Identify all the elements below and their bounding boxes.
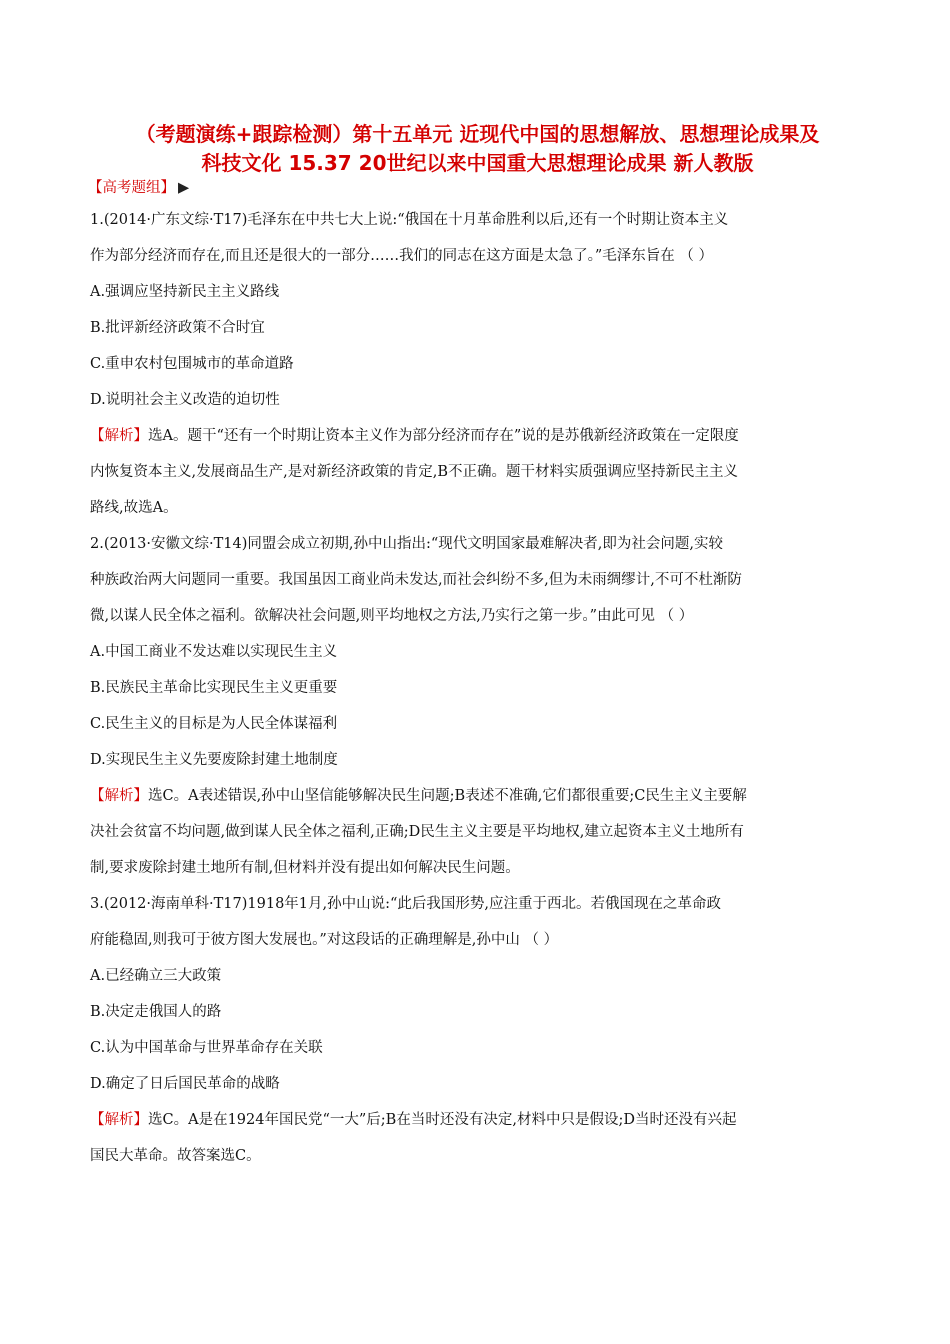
question-1 [90, 202, 870, 526]
play-arrow-icon: ▶ [178, 180, 190, 196]
analysis-label: 【解析】 [90, 788, 148, 804]
option-b: B.批评新经济政策不合时宜 [90, 320, 265, 336]
option-a: A.中国工商业不发达难以实现民生主义 [90, 644, 338, 660]
question-stem-line: 微,以谋人民全体之福利。欲解决社会问题,则平均地权之方法,乃实行之第一步。”由此可见 （ ） [90, 608, 694, 624]
analysis-line: 国民大革命。故答案选C。 [90, 1148, 261, 1164]
analysis-line: 路线,故选A。 [90, 500, 178, 516]
option-b: B.民族民主革命比实现民生主义更重要 [90, 680, 338, 696]
analysis-line: 内恢复资本主义,发展商品生产,是对新经济政策的肯定,B不正确。题干材料实质强调应坚持新民主主义 [90, 464, 738, 480]
question-stem-line: 1.(2014·广东文综·T17)毛泽东在中共七大上说:“俄国在十月革命胜利以后,还有一个时期让资本主义 [90, 212, 729, 228]
analysis-line: 决社会贫富不均问题,做到谋人民全体之福利,正确;D民生主义主要是平均地权,建立起资本主义土地所有 [90, 824, 744, 840]
analysis-text: 选A。题干“还有一个时期让资本主义作为部分经济而存在”说的是苏俄新经济政策在一定限度 [148, 428, 739, 444]
analysis-label: 【解析】 [90, 1112, 148, 1128]
question-3 [90, 886, 870, 1174]
question-stem-line: 3.(2012·海南单科·T17)1918年1月,孙中山说:“此后我国形势,应注重于西北。若俄国现在之革命政 [90, 896, 722, 912]
title-line-2: 科技文化 15.37 20世纪以来中国重大思想理论成果 新人教版 [201, 151, 754, 175]
title-line-1: （考题演练+跟踪检测）第十五单元 近现代中国的思想解放、思想理论成果及 [135, 122, 820, 146]
question-stem-line: 作为部分经济而存在,而且还是很大的一部分……我们的同志在这方面是太急了。”毛泽东旨在 （ ） [90, 248, 713, 264]
analysis-text: 选C。A表述错误,孙中山坚信能够解决民生问题;B表述不准确,它们都很重要;C民生主义主要解 [148, 788, 747, 804]
document-title [90, 120, 865, 178]
option-b: B.决定走俄国人的路 [90, 1004, 222, 1020]
option-d: D.确定了日后国民革命的战略 [90, 1076, 280, 1092]
option-c: C.民生主义的目标是为人民全体谋福利 [90, 716, 338, 732]
question-stem-line: 府能稳固,则我可于彼方图大发展也。”对这段话的正确理解是,孙中山 （ ） [90, 932, 559, 948]
analysis-line [90, 418, 870, 454]
analysis-line [90, 1102, 870, 1138]
option-a: A.强调应坚持新民主主义路线 [90, 284, 280, 300]
section-heading [88, 176, 189, 197]
option-c: C.认为中国革命与世界革命存在关联 [90, 1040, 323, 1056]
option-d: D.实现民生主义先要废除封建土地制度 [90, 752, 338, 768]
analysis-line: 制,要求废除封建土地所有制,但材料并没有提出如何解决民生问题。 [90, 860, 520, 876]
analysis-text: 选C。A是在1924年国民党“一大”后;B在当时还没有决定,材料中只是假设;D当时还没有兴起 [148, 1112, 737, 1128]
question-stem-line: 2.(2013·安徽文综·T14)同盟会成立初期,孙中山指出:“现代文明国家最难解决者,即为社会问题,实较 [90, 536, 724, 552]
option-d: D.说明社会主义改造的迫切性 [90, 392, 280, 408]
analysis-label: 【解析】 [90, 428, 148, 444]
question-list [90, 202, 870, 1174]
question-stem-line: 种族政治两大问题同一重要。我国虽因工商业尚未发达,而社会纠纷不多,但为未雨绸缪计,不可不杜渐防 [90, 572, 742, 588]
option-c: C.重申农村包围城市的革命道路 [90, 356, 294, 372]
analysis-line [90, 778, 870, 814]
question-2 [90, 526, 870, 886]
section-label: 【高考题组】 [88, 180, 175, 196]
option-a: A.已经确立三大政策 [90, 968, 222, 984]
